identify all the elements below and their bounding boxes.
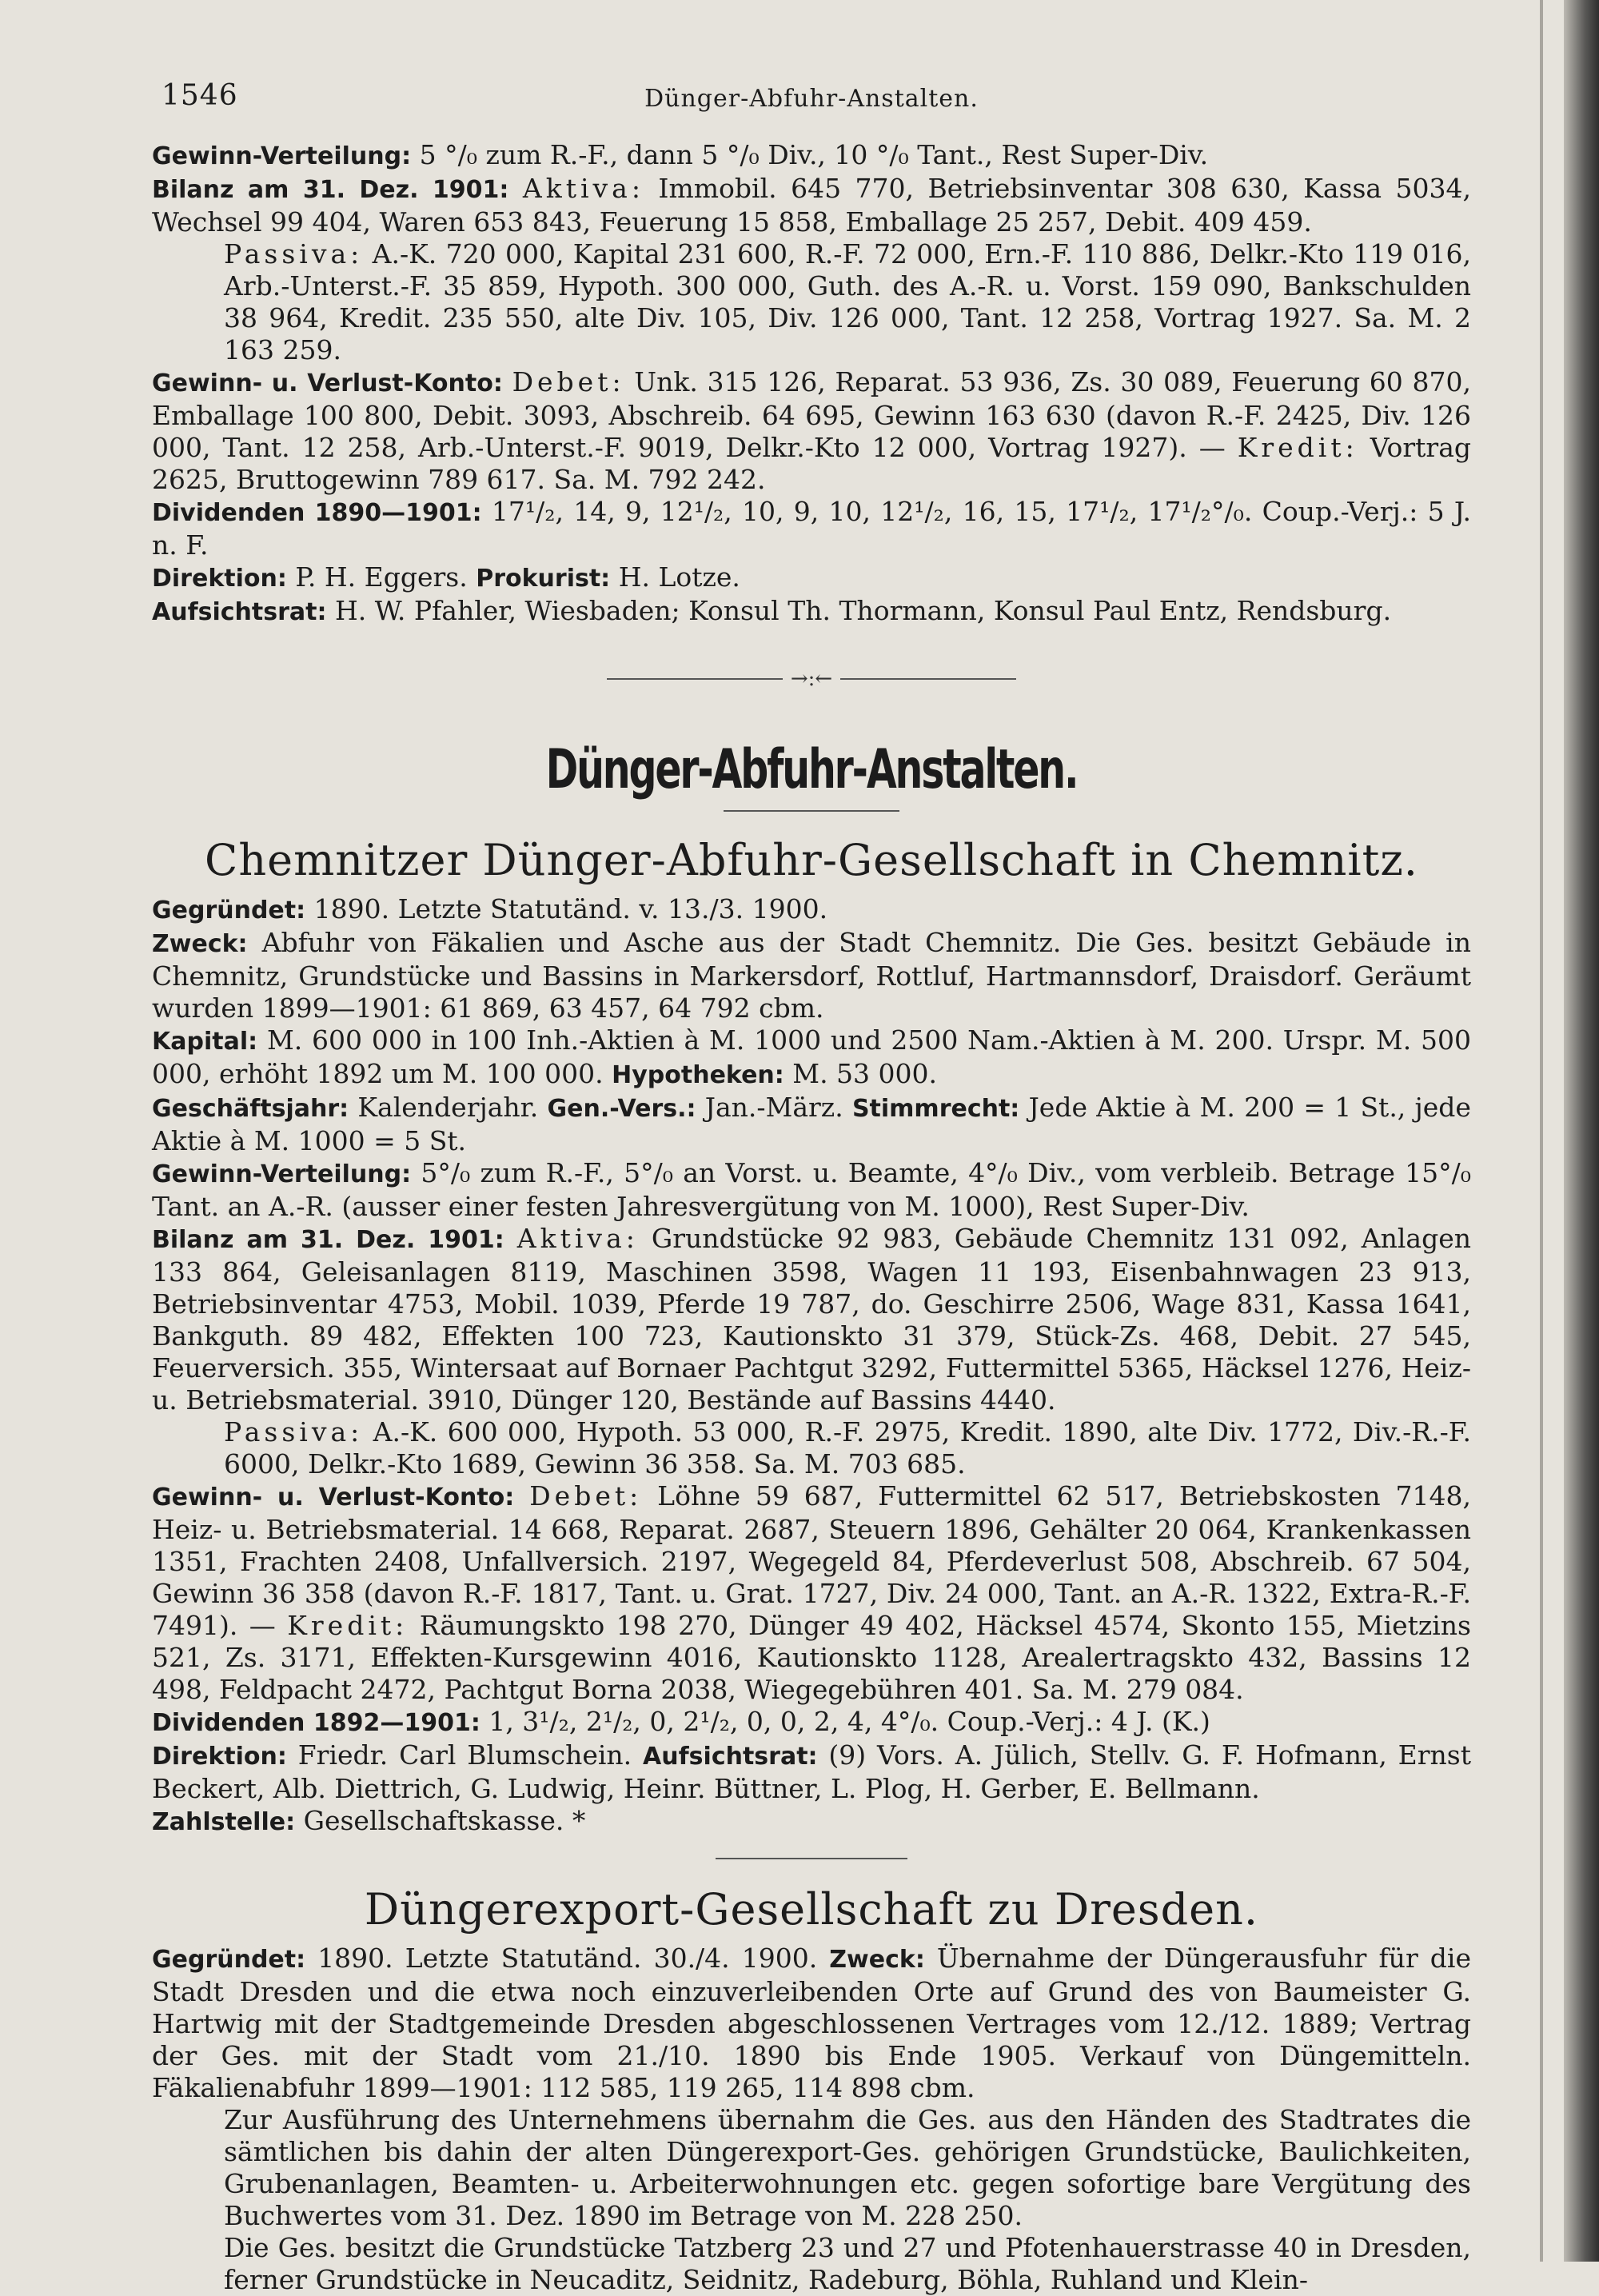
c1-kapital: Kapital: M. 600 000 in 100 Inh.-Aktien à M. 1000 und 2500 Nam.-Aktien à M. 200. Urspr. M. 500 000, erhöht 1892 um M. 100 000. Hypotheken: M. 53 000. (152, 1024, 1471, 1089)
c1-dividenden: Dividenden 1892—1901: 1, 3¹/₂, 2¹/₂, 0, 2¹/₂, 0, 0, 2, 4, 4°/₀. Coup.-Verj.: 4 J. (K.) (152, 1706, 1210, 1737)
ornamental-divider (152, 662, 1471, 695)
scan-shadow-line (1540, 0, 1543, 2262)
c1-geschaeftsjahr: Geschäftsjahr: Kalenderjahr. Gen.-Vers.: Jan.-März. Stimmrecht: Jede Aktie à M. 200 = 1 St., jede Aktie à M. 1000 = 5 St. (152, 1092, 1471, 1156)
entry-gewinn-verteilung: Gewinn-Verteilung: 5 °/₀ zum R.-F., dann 5 °/₀ Div., 10 °/₀ Tant., Rest Super-Div. (152, 139, 1209, 170)
entry-aufsichtsrat: Aufsichtsrat: H. W. Pfahler, Wiesbaden; Konsul Th. Thormann, Konsul Paul Entz, Rendsburg. (152, 595, 1392, 626)
c2-paragraph-grundstuecke: Die Ges. besitzt die Grundstücke Tatzberg 23 und 27 und Pfotenhauerstrasse 40 in Dresden, ferner Grundstücke in Neucaditz, Seidnitz, Radeburg, Böhla, Ruhland und Klein- (224, 2232, 1471, 2295)
c1-bilanz: Bilanz am 31. Dez. 1901: Aktiva: Grundstücke 92 983, Gebäude Chemnitz 131 092, Anlagen 133 864, Geleisanlagen 8119, Maschinen 3598, Wagen 11 193, Eisenbahnwagen 23 913, Betriebsinventar 4753, Mobil. 1039, Pferde 19 787, do. Geschirre 2506, Wage 831, Kassa 1641, Bankguth. 89 482, Effekten 100 723, Kautionskto 31 379, Stück-Zs. 468, Debit. 27 545, Feuerversich. 355, Wintersaat auf Bornaer Pachtgut 3292, Futtermittel 5365, Häcksel 1276, Heiz- u. Betriebsmaterial. 3910, Dünger 120, Bestände auf Bassins 4440. (152, 1223, 1471, 1416)
divider-ornament: →:← (790, 667, 833, 691)
entry-direktion: Direktion: P. H. Eggers. Prokurist: H. Lotze. (152, 561, 740, 593)
c1-gegruendet: Gegründet: 1890. Letzte Statutänd. v. 13./3. 1900. (152, 893, 828, 924)
company-divider (716, 1858, 907, 1859)
section-rule (724, 810, 899, 812)
c1-passiva: Passiva: A.-K. 600 000, Hypoth. 53 000, R.-F. 2975, Kredit. 1890, alte Div. 1772, Div.-R.-F. 6000, Delkr.-Kto 1689, Gewinn 36 358. Sa. M. 703 685. (224, 1416, 1471, 1479)
c1-gewinn-verteilung: Gewinn-Verteilung: 5°/₀ zum R.-F., 5°/₀ an Vorst. u. Beamte, 4°/₀ Div., vom verbleib. Betrage 15°/₀ Tant. an A.-R. (ausser einer festen Jahresvergütung von M. 1000), Rest Super-Div. (152, 1157, 1471, 1222)
entry-dividenden: Dividenden 1890—1901: 17¹/₂, 14, 9, 12¹/₂, 10, 9, 10, 12¹/₂, 16, 15, 17¹/₂, 17¹/₂°/₀. Coup.-Verj.: 5 J. n. F. (152, 496, 1471, 561)
section-title: Dünger-Abfuhr-Anstalten. (545, 738, 1078, 801)
document-page (152, 72, 1471, 2296)
entry-bilanz: Bilanz am 31. Dez. 1901: Aktiva: Immobil. 645 770, Betriebsinventar 308 630, Kassa 5034, Wechsel 99 404, Waren 653 843, Feuerung 15 858, Emballage 25 257, Debit. 409 459. (152, 173, 1471, 238)
running-title: Dünger-Abfuhr-Anstalten. (644, 85, 979, 113)
running-header (152, 72, 1471, 120)
c1-zweck: Zweck: Abfuhr von Fäkalien und Asche aus der Stadt Chemnitz. Die Ges. besitzt Gebäude in Chemnitz, Grundstücke und Bassins in Markersdorf, Rottluf, Hartmannsdorf, Draisdorf. Geräumt wurden 1899—1901: 61 869, 63 457, 64 792 cbm. (152, 927, 1471, 1024)
company-title-dresden: Düngerexport-Gesellschaft zu Dresden. (364, 1884, 1259, 1935)
entry-gewinn-verlust: Gewinn- u. Verlust-Konto: Debet: Unk. 315 126, Reparat. 53 936, Zs. 30 089, Feuerung 60 870, Emballage 100 800, Debit. 3093, Abschreib. 64 695, Gewinn 163 630 (davon R.-F. 2425, Div. 126 000, Tant. 12 258, Arb.-Unterst.-F. 9019, Delkr.-Kto 12 000, Vortrag 1927). — Kredit: Vortrag 2625, Bruttogewinn 789 617. Sa. M. 792 242. (152, 366, 1471, 495)
page-number: 1546 (161, 79, 238, 112)
c1-gewinn-verlust: Gewinn- u. Verlust-Konto: Debet: Löhne 59 687, Futtermittel 62 517, Betriebskosten 7148, Heiz- u. Betriebsmaterial. 14 668, Reparat. 2687, Steuern 1896, Gehälter 20 064, Krankenkassen 1351, Frachten 2408, Unfallversich. 2197, Wegegeld 84, Pferdeverlust 508, Abschreib. 67 504, Gewinn 36 358 (davon R.-F. 1817, Tant. u. Grat. 1727, Div. 24 000, Tant. an A.-R. 1322, Extra-R.-F. 7491). — Kredit: Räumungskto 198 270, Dünger 49 402, Häcksel 4574, Skonto 155, Mietzins 521, Zs. 3171, Effekten-Kursgewinn 4016, Kautionskto 1128, Arealertragskto 432, Bassins 12 498, Feldpacht 2472, Pachtgut Borna 2038, Wiegegebühren 401. Sa. M. 279 084. (152, 1480, 1472, 1705)
c2-gegruendet: Gegründet: 1890. Letzte Statutänd. 30./4. 1900. Zweck: Übernahme der Düngerausfuhr für die Stadt Dresden und die etwa noch einzuverleibenden Orte auf Grund des von Baumeister G. Hartwig mit der Stadtgemeinde Dresden abgeschlossenen Vertrages vom 12./12. 1889; Vertrag der Ges. mit der Stadt vom 21./10. 1890 bis Ende 1905. Verkauf von Düngemitteln. Fäkalienabfuhr 1899—1901: 112 585, 119 265, 114 898 cbm. (152, 1943, 1471, 2103)
c1-zahlstelle: Zahlstelle: Gesellschaftskasse. * (152, 1805, 586, 1836)
c2-paragraph-ausfuehrung: Zur Ausführung des Unternehmens übernahm die Ges. aus den Händen des Stadtrates die sämtlichen bis dahin der alten Düngerexport-Ges. gehörigen Grundstücke, Baulichkeiten, Grubenanlagen, Beamten- u. Arbeiterwohnungen etc. gegen sofortige bare Vergütung des Buchwertes vom 31. Dez. 1890 im Betrage von M. 228 250. (224, 2104, 1471, 2231)
scan-edge-shadow (1564, 0, 1599, 2262)
entry-passiva: Passiva: A.-K. 720 000, Kapital 231 600, R.-F. 72 000, Ern.-F. 110 886, Delkr.-Kto 119 016, Arb.-Unterst.-F. 35 859, Hypoth. 300 000, Guth. des A.-R. u. Vorst. 159 090, Bankschulden 38 964, Kredit. 235 550, alte Div. 105, Div. 126 000, Tant. 12 258, Vortrag 1927. Sa. M. 2 163 259. (224, 238, 1471, 365)
c1-direktion: Direktion: Friedr. Carl Blumschein. Aufsichtsrat: (9) Vors. A. Jülich, Stellv. G. F. Hofmann, Ernst Beckert, Alb. Diettrich, G. Ludwig, Heinr. Büttner, L. Plog, H. Gerber, E. Bellmann. (152, 1739, 1471, 1804)
company-title-chemnitz: Chemnitzer Dünger-Abfuhr-Gesellschaft in Chemnitz. (205, 835, 1418, 885)
